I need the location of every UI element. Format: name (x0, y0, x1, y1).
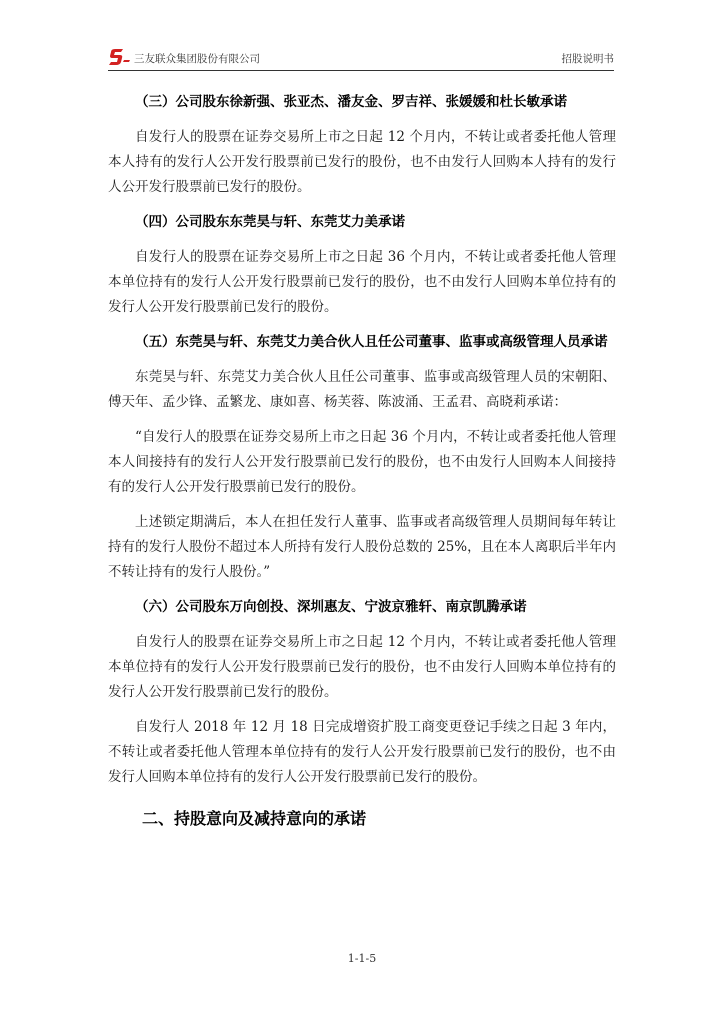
section-heading: （六）公司股东万向创投、深圳惠友、宁波京雅轩、南京凯腾承诺 (135, 599, 527, 615)
paragraph: 东莞昊与轩、东莞艾力美合伙人且任公司董事、监事或高级管理人员的宋朝阳、傅天年、孟少锋、孟繁龙、康如喜、杨芙蓉、陈波涌、王孟君、高晓莉承诺： (108, 369, 616, 410)
page-number: 1-1-5 (347, 952, 377, 965)
company-logo-icon (108, 48, 132, 66)
paragraph: 自发行人 2018 年 12 月 18 日完成增资扩股工商变更登记手续之日起 3 年内，不转让或者委托他人管理本单位持有的发行人公开发行股票前已发行的股份，也不由发行人回购本单位持有的发行人公开发行股票前已发行的股份。 (108, 719, 616, 785)
paragraph: 自发行人的股票在证券交易所上市之日起 12 个月内，不转让或者委托他人管理本单位持有的发行人公开发行股票前已发行的股份，也不由发行人回购本单位持有的发行人公开发行股票前已发行的股份。 (108, 634, 616, 700)
chapter-heading: 二、持股意向及减持意向的承诺 (142, 809, 367, 828)
company-name: 三友联众集团股份有限公司 (134, 53, 260, 65)
paragraph: “自发行人的股票在证券交易所上市之日起 36 个月内，不转让或者委托他人管理本人间接持有的发行人公开发行股票前已发行的股份，也不由发行人回购本人间接持有的发行人公开发行股票前已发行的股份。 (108, 429, 616, 495)
page-header (108, 48, 614, 71)
document-type: 招股说明书 (561, 53, 614, 65)
paragraph: 自发行人的股票在证券交易所上市之日起 36 个月内，不转让或者委托他人管理本单位持有的发行人公开发行股票前已发行的股份，也不由发行人回购本单位持有的发行人公开发行股票前已发行的股份。 (108, 249, 616, 315)
section-heading: （三）公司股东徐新强、张亚杰、潘友金、罗吉祥、张媛媛和杜长敏承诺 (135, 94, 567, 110)
section-heading: （五）东莞昊与轩、东莞艾力美合伙人且任公司董事、监事或高级管理人员承诺 (135, 334, 608, 350)
document-body (108, 90, 616, 832)
paragraph: 上述锁定期满后，本人在担任发行人董事、监事或者高级管理人员期间每年转让持有的发行人股份不超过本人所持有发行人股份总数的 25%，且在本人离职后半年内不转让持有的发行人股份。” (108, 514, 616, 580)
section-heading: （四）公司股东东莞昊与轩、东莞艾力美承诺 (135, 214, 405, 230)
paragraph: 自发行人的股票在证券交易所上市之日起 12 个月内，不转让或者委托他人管理本人持有的发行人公开发行股票前已发行的股份，也不由发行人回购本人持有的发行人公开发行股票前已发行的股份。 (108, 129, 616, 195)
